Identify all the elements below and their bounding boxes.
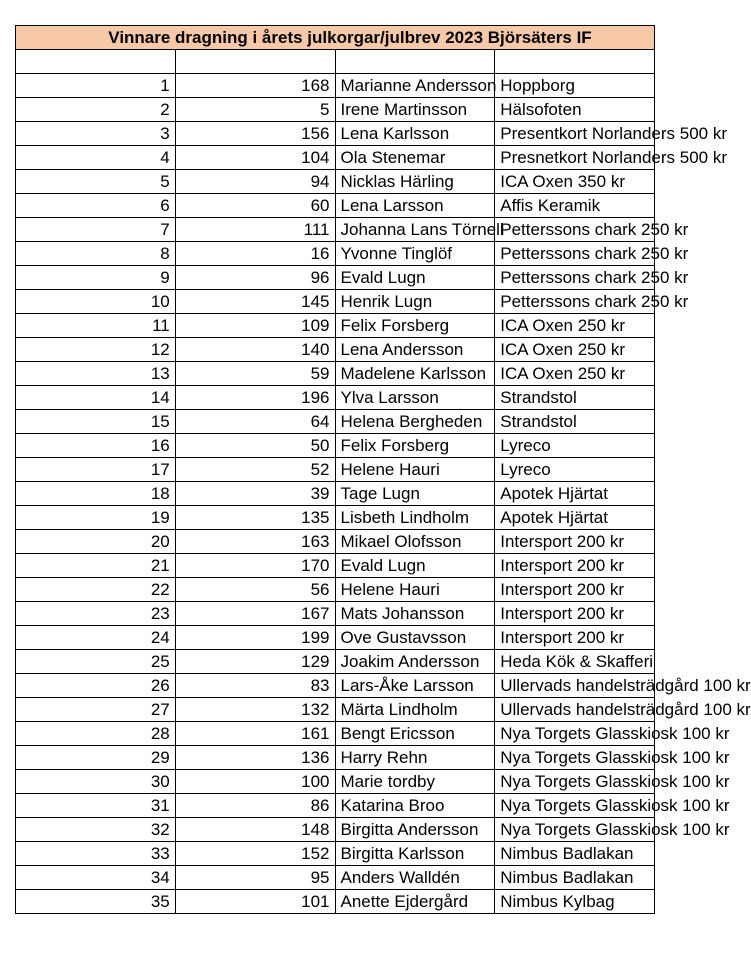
- ticket-number-cell: 170: [175, 554, 335, 578]
- prize-cell: Intersport 200 kr: [495, 554, 655, 578]
- winner-name-cell: Harry Rehn: [335, 746, 495, 770]
- ticket-number-cell: 168: [175, 74, 335, 98]
- ticket-number-cell: 95: [175, 866, 335, 890]
- position-cell: 13: [16, 362, 176, 386]
- table-row: [16, 434, 655, 458]
- prize-cell: Lyreco: [495, 458, 655, 482]
- prize-cell: Petterssons chark 250 kr: [495, 266, 655, 290]
- ticket-number-cell: 96: [175, 266, 335, 290]
- winner-name-cell: Ola Stenemar: [335, 146, 495, 170]
- position-cell: 33: [16, 842, 176, 866]
- prize-cell: Nya Torgets Glasskiosk 100 kr: [495, 746, 655, 770]
- ticket-number-cell: 86: [175, 794, 335, 818]
- position-cell: 6: [16, 194, 176, 218]
- table-row: [16, 626, 655, 650]
- winner-name-cell: Mikael Olofsson: [335, 530, 495, 554]
- position-cell: 31: [16, 794, 176, 818]
- table-row: [16, 554, 655, 578]
- table-row: [16, 746, 655, 770]
- table-row: [16, 650, 655, 674]
- table-row: [16, 362, 655, 386]
- position-cell: 34: [16, 866, 176, 890]
- table-row: [16, 98, 655, 122]
- prize-cell: Intersport 200 kr: [495, 578, 655, 602]
- table-row: [16, 722, 655, 746]
- winner-name-cell: Katarina Broo: [335, 794, 495, 818]
- ticket-number-cell: 129: [175, 650, 335, 674]
- table-row: [16, 770, 655, 794]
- prize-cell: Nya Torgets Glasskiosk 100 kr: [495, 794, 655, 818]
- prize-cell: Hälsofoten: [495, 98, 655, 122]
- position-cell: 12: [16, 338, 176, 362]
- ticket-number-cell: 152: [175, 842, 335, 866]
- prize-cell: Presnetkort Norlanders 500 kr: [495, 146, 655, 170]
- winner-name-cell: Evald Lugn: [335, 554, 495, 578]
- blank-cell: [495, 50, 655, 74]
- winners-table-body: [16, 26, 751, 914]
- blank-cell: [335, 50, 495, 74]
- position-cell: 27: [16, 698, 176, 722]
- table-row: [16, 674, 655, 698]
- table-row: [16, 482, 655, 506]
- position-cell: 11: [16, 314, 176, 338]
- position-cell: 16: [16, 434, 176, 458]
- table-row: [16, 74, 655, 98]
- ticket-number-cell: 59: [175, 362, 335, 386]
- prize-cell: Intersport 200 kr: [495, 626, 655, 650]
- ticket-number-cell: 135: [175, 506, 335, 530]
- ticket-number-cell: 136: [175, 746, 335, 770]
- ticket-number-cell: 100: [175, 770, 335, 794]
- winner-name-cell: Madelene Karlsson: [335, 362, 495, 386]
- winners-table: [15, 25, 751, 914]
- table-row: [16, 218, 655, 242]
- table-row: [16, 266, 655, 290]
- blank-cell: [16, 50, 176, 74]
- ticket-number-cell: 163: [175, 530, 335, 554]
- table-row: [16, 170, 655, 194]
- position-cell: 7: [16, 218, 176, 242]
- winner-name-cell: Evald Lugn: [335, 266, 495, 290]
- winner-name-cell: Helene Hauri: [335, 578, 495, 602]
- ticket-number-cell: 64: [175, 410, 335, 434]
- table-row: [16, 410, 655, 434]
- ticket-number-cell: 109: [175, 314, 335, 338]
- winner-name-cell: Marie tordby: [335, 770, 495, 794]
- prize-cell: ICA Oxen 250 kr: [495, 362, 655, 386]
- winner-name-cell: Birgitta Karlsson: [335, 842, 495, 866]
- prize-cell: Heda Kök & Skafferi: [495, 650, 655, 674]
- ticket-number-cell: 145: [175, 290, 335, 314]
- prize-cell: Ullervads handelsträdgård 100 kr: [495, 674, 655, 698]
- table-row: [16, 698, 655, 722]
- winner-name-cell: Ylva Larsson: [335, 386, 495, 410]
- ticket-number-cell: 16: [175, 242, 335, 266]
- table-row: [16, 242, 655, 266]
- position-cell: 18: [16, 482, 176, 506]
- prize-cell: Hoppborg: [495, 74, 655, 98]
- position-cell: 20: [16, 530, 176, 554]
- prize-cell: Affis Keramik: [495, 194, 655, 218]
- position-cell: 32: [16, 818, 176, 842]
- prize-cell: Nya Torgets Glasskiosk 100 kr: [495, 770, 655, 794]
- winner-name-cell: Helene Hauri: [335, 458, 495, 482]
- ticket-number-cell: 161: [175, 722, 335, 746]
- winner-name-cell: Yvonne Tinglöf: [335, 242, 495, 266]
- position-cell: 14: [16, 386, 176, 410]
- ticket-number-cell: 50: [175, 434, 335, 458]
- position-cell: 22: [16, 578, 176, 602]
- position-cell: 1: [16, 74, 176, 98]
- ticket-number-cell: 140: [175, 338, 335, 362]
- position-cell: 2: [16, 98, 176, 122]
- ticket-number-cell: 199: [175, 626, 335, 650]
- position-cell: 9: [16, 266, 176, 290]
- position-cell: 15: [16, 410, 176, 434]
- prize-cell: Intersport 200 kr: [495, 602, 655, 626]
- winner-name-cell: Felix Forsberg: [335, 434, 495, 458]
- table-row: [16, 530, 655, 554]
- ticket-number-cell: 167: [175, 602, 335, 626]
- position-cell: 29: [16, 746, 176, 770]
- prize-cell: ICA Oxen 250 kr: [495, 338, 655, 362]
- position-cell: 4: [16, 146, 176, 170]
- prize-cell: Petterssons chark 250 kr: [495, 242, 655, 266]
- winner-name-cell: Ove Gustavsson: [335, 626, 495, 650]
- winner-name-cell: Lars-Åke Larsson: [335, 674, 495, 698]
- ticket-number-cell: 39: [175, 482, 335, 506]
- ticket-number-cell: 94: [175, 170, 335, 194]
- prize-cell: ICA Oxen 350 kr: [495, 170, 655, 194]
- table-row: [16, 194, 655, 218]
- prize-cell: Intersport 200 kr: [495, 530, 655, 554]
- prize-cell: Ullervads handelsträdgård 100 kr: [495, 698, 655, 722]
- ticket-number-cell: 60: [175, 194, 335, 218]
- position-cell: 19: [16, 506, 176, 530]
- table-row: [16, 122, 655, 146]
- table-row: [16, 842, 655, 866]
- table-row: [16, 386, 655, 410]
- prize-cell: Strandstol: [495, 410, 655, 434]
- position-cell: 35: [16, 890, 176, 914]
- position-cell: 26: [16, 674, 176, 698]
- table-row: [16, 818, 655, 842]
- winner-name-cell: Nicklas Härling: [335, 170, 495, 194]
- table-row: [16, 146, 655, 170]
- winner-name-cell: Henrik Lugn: [335, 290, 495, 314]
- table-row: [16, 602, 655, 626]
- table-row: [16, 458, 655, 482]
- position-cell: 5: [16, 170, 176, 194]
- table-row: [16, 338, 655, 362]
- blank-cell: [175, 50, 335, 74]
- ticket-number-cell: 56: [175, 578, 335, 602]
- position-cell: 30: [16, 770, 176, 794]
- prize-cell: Nya Torgets Glasskiosk 100 kr: [495, 722, 655, 746]
- prize-cell: Apotek Hjärtat: [495, 482, 655, 506]
- winner-name-cell: Felix Forsberg: [335, 314, 495, 338]
- ticket-number-cell: 104: [175, 146, 335, 170]
- table-row: [16, 578, 655, 602]
- position-cell: 28: [16, 722, 176, 746]
- winner-name-cell: Tage Lugn: [335, 482, 495, 506]
- winners-sheet: [15, 25, 751, 914]
- winner-name-cell: Joakim Andersson: [335, 650, 495, 674]
- position-cell: 25: [16, 650, 176, 674]
- position-cell: 17: [16, 458, 176, 482]
- position-cell: 10: [16, 290, 176, 314]
- prize-cell: Strandstol: [495, 386, 655, 410]
- table-row: [16, 314, 655, 338]
- winner-name-cell: Johanna Lans Törnell: [335, 218, 495, 242]
- prize-cell: Nimbus Kylbag: [495, 890, 655, 914]
- blank-row: [16, 50, 655, 74]
- winner-name-cell: Lisbeth Lindholm: [335, 506, 495, 530]
- title-row: [16, 26, 655, 50]
- prize-cell: Nimbus Badlakan: [495, 842, 655, 866]
- winner-name-cell: Anders Walldén: [335, 866, 495, 890]
- ticket-number-cell: 101: [175, 890, 335, 914]
- prize-cell: Apotek Hjärtat: [495, 506, 655, 530]
- position-cell: 21: [16, 554, 176, 578]
- winner-name-cell: Bengt Ericsson: [335, 722, 495, 746]
- table-row: [16, 290, 655, 314]
- ticket-number-cell: 196: [175, 386, 335, 410]
- prize-cell: Nimbus Badlakan: [495, 866, 655, 890]
- ticket-number-cell: 111: [175, 218, 335, 242]
- winner-name-cell: Märta Lindholm: [335, 698, 495, 722]
- position-cell: 8: [16, 242, 176, 266]
- prize-cell: Presentkort Norlanders 500 kr: [495, 122, 655, 146]
- ticket-number-cell: 132: [175, 698, 335, 722]
- winner-name-cell: Lena Andersson: [335, 338, 495, 362]
- winner-name-cell: Irene Martinsson: [335, 98, 495, 122]
- prize-cell: Nya Torgets Glasskiosk 100 kr: [495, 818, 655, 842]
- prize-cell: ICA Oxen 250 kr: [495, 314, 655, 338]
- ticket-number-cell: 148: [175, 818, 335, 842]
- sheet-title: Vinnare dragning i årets julkorgar/julbrev 2023 Björsäters IF: [16, 26, 655, 50]
- winner-name-cell: Lena Karlsson: [335, 122, 495, 146]
- table-row: [16, 866, 655, 890]
- winner-name-cell: Birgitta Andersson: [335, 818, 495, 842]
- ticket-number-cell: 52: [175, 458, 335, 482]
- winner-name-cell: Marianne Andersson: [335, 74, 495, 98]
- position-cell: 3: [16, 122, 176, 146]
- position-cell: 23: [16, 602, 176, 626]
- position-cell: 24: [16, 626, 176, 650]
- winner-name-cell: Helena Bergheden: [335, 410, 495, 434]
- winner-name-cell: Anette Ejdergård: [335, 890, 495, 914]
- ticket-number-cell: 156: [175, 122, 335, 146]
- table-row: [16, 506, 655, 530]
- table-row: [16, 794, 655, 818]
- winner-name-cell: Mats Johansson: [335, 602, 495, 626]
- prize-cell: Petterssons chark 250 kr: [495, 218, 655, 242]
- prize-cell: Petterssons chark 250 kr: [495, 290, 655, 314]
- ticket-number-cell: 5: [175, 98, 335, 122]
- winner-name-cell: Lena Larsson: [335, 194, 495, 218]
- ticket-number-cell: 83: [175, 674, 335, 698]
- table-row: [16, 890, 655, 914]
- prize-cell: Lyreco: [495, 434, 655, 458]
